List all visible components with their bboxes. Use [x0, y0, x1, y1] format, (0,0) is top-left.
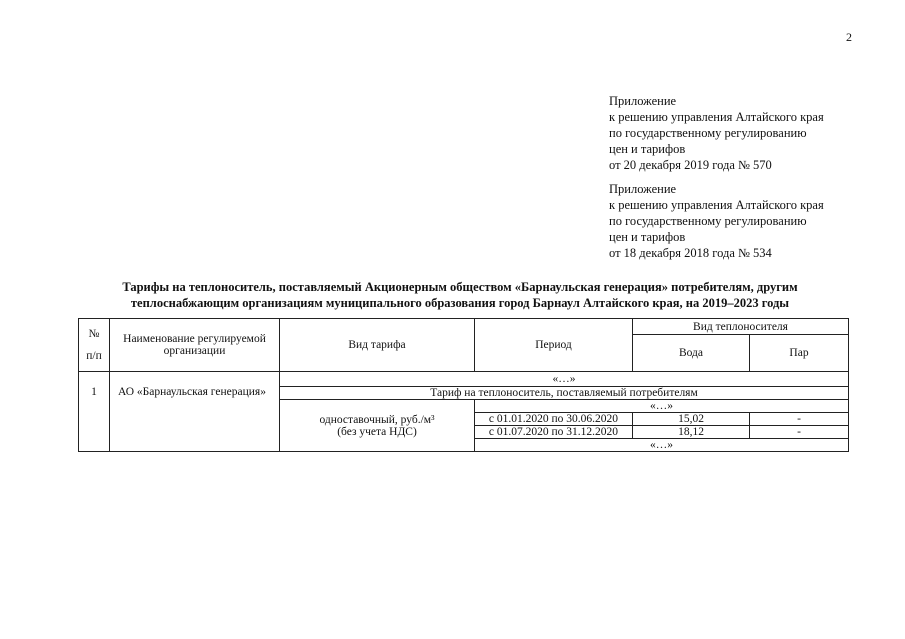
appendix-line: от 20 декабря 2019 года № 570: [609, 158, 772, 172]
title-line-2: теплоснабжающим организациям муниципального образования город Барнаул Алтайского края, на 2019–2023 годы: [130, 296, 790, 310]
appendix-previous-decision: [609, 181, 824, 261]
appendix-line: к решению управления Алтайского края: [609, 110, 824, 124]
tariff-type-line2: (без учета НДС): [337, 425, 417, 438]
steam-value: -: [750, 413, 849, 426]
header-steam: Пар: [750, 335, 849, 372]
appendix-line: по государственному регулированию: [609, 126, 807, 140]
tariff-table: [78, 318, 849, 452]
ellipsis-bottom: «…»: [475, 439, 849, 452]
header-tariff-type: Вид тарифа: [280, 319, 475, 372]
tariff-type-cell: [280, 400, 475, 452]
row-number: 1: [79, 372, 110, 452]
header-number-line2: п/п: [86, 350, 102, 362]
period-cell: с 01.07.2020 по 31.12.2020: [475, 426, 633, 439]
row-organization: АО «Барнаульская генерация»: [110, 372, 280, 452]
ellipsis-mid: «…»: [475, 400, 849, 413]
header-organization: Наименование регулируемой организации: [110, 319, 280, 372]
appendix-line: Приложение: [609, 182, 677, 196]
appendix-line: цен и тарифов: [609, 230, 686, 244]
steam-value: -: [750, 426, 849, 439]
water-value: 18,12: [633, 426, 750, 439]
ellipsis-top: «…»: [280, 372, 849, 387]
document-title: [70, 279, 850, 311]
header-heat-carrier: Вид теплоносителя: [633, 319, 849, 335]
appendix-line: по государственному регулированию: [609, 214, 807, 228]
header-period: Период: [475, 319, 633, 372]
period-cell: с 01.01.2020 по 30.06.2020: [475, 413, 633, 426]
header-number-line1: №: [88, 328, 100, 340]
appendix-line: цен и тарифов: [609, 142, 686, 156]
title-line-1: Тарифы на теплоноситель, поставляемый Акционерным обществом «Барнаульская генерация» потребителям, другим: [122, 280, 798, 294]
tariff-type-line1: одноставочный, руб./м³: [319, 413, 435, 426]
section-title: Тариф на теплоноситель, поставляемый потребителям: [280, 387, 849, 400]
page-number: 2: [846, 30, 852, 44]
appendix-line: Приложение: [609, 94, 677, 108]
header-number: [79, 319, 110, 372]
appendix-current-decision: [609, 93, 824, 173]
header-water: Вода: [633, 335, 750, 372]
water-value: 15,02: [633, 413, 750, 426]
appendix-line: к решению управления Алтайского края: [609, 198, 824, 212]
appendix-line: от 18 декабря 2018 года № 534: [609, 246, 772, 260]
